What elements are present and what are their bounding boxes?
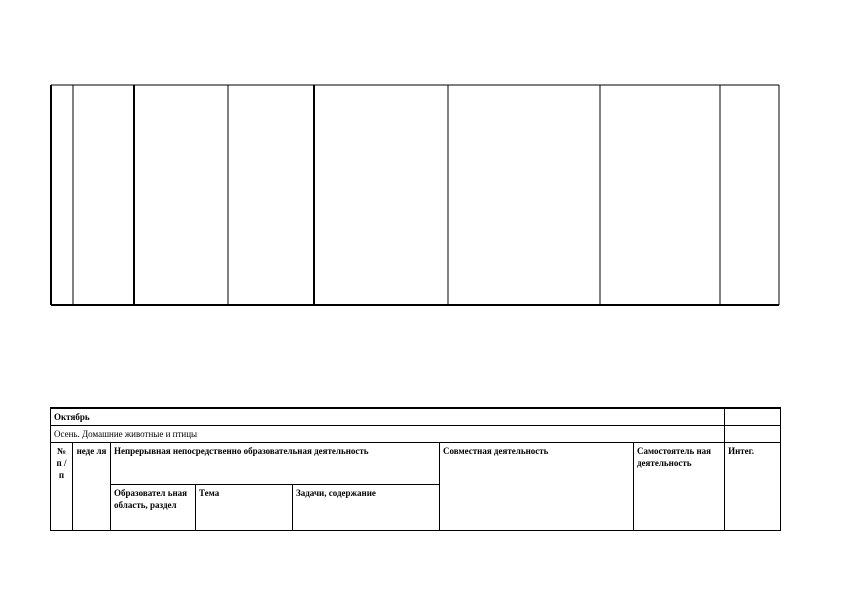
month-row-empty-cell [725, 408, 781, 426]
header-row-1 [51, 443, 781, 485]
tasks-header: Задачи, содержание [293, 485, 440, 531]
theme-row-empty-cell [725, 426, 781, 443]
nood-header: Непрерывная непосредственно образовательная деятельность [111, 443, 440, 485]
week-header: неде ля [73, 443, 111, 531]
planning-table [50, 407, 781, 531]
joint-activity-header: Совместная деятельность [440, 443, 634, 531]
topic-header: Тема [196, 485, 293, 531]
theme-cell: Осень. Домашние животные и птицы [51, 426, 725, 443]
independent-activity-header: Самостоятель ная деятельность [634, 443, 725, 531]
theme-row [51, 426, 781, 443]
integration-header: Интег. [725, 443, 781, 531]
month-row [51, 408, 781, 426]
num-header: № п /п [51, 443, 73, 531]
month-cell: Октябрь [51, 408, 725, 426]
area-header: Образовател ьная область, раздел [111, 485, 196, 531]
